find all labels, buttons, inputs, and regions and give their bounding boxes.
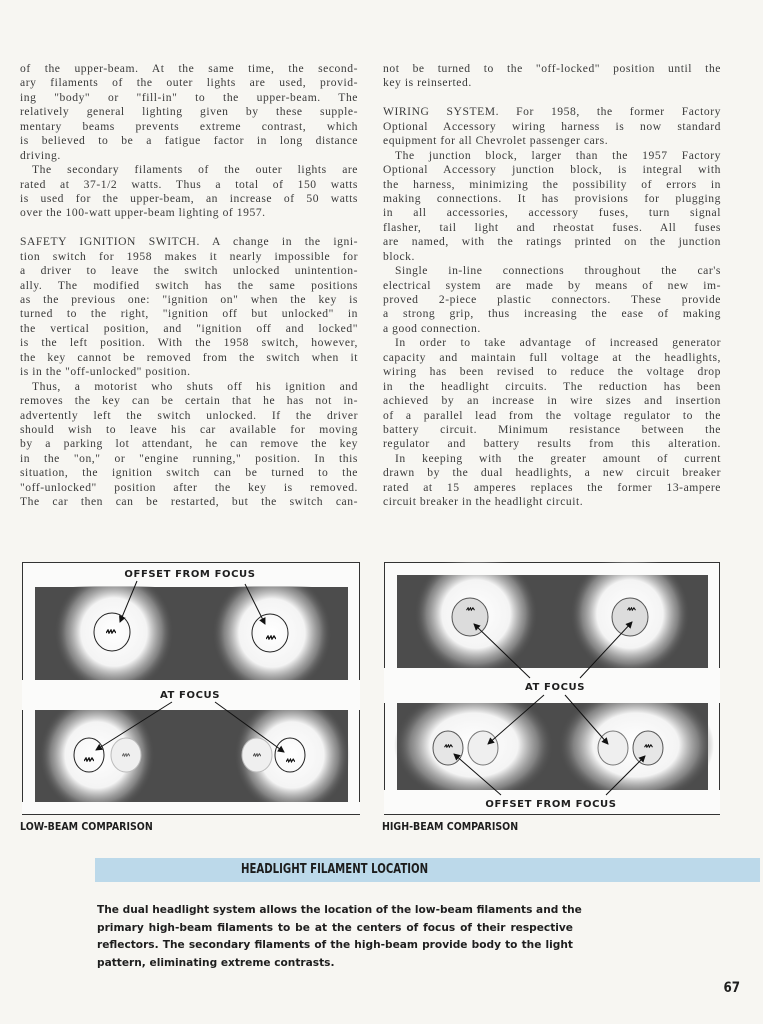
text-line: removes the key can be certain that he has not in-	[20, 394, 358, 408]
text-line: is in the "off-unlocked" position.	[20, 365, 191, 379]
paragraph	[383, 264, 721, 336]
section-title: HEADLIGHT FILAMENT LOCATION	[241, 862, 429, 877]
text-line: of a parallel lead from the voltage regulator to the	[383, 408, 721, 422]
at-focus-label: AT FOCUS	[159, 690, 221, 701]
text-line: electrical system are made by means of new im-	[383, 278, 721, 292]
text-line: block.	[383, 249, 415, 263]
text-line: battery circuit. Minimum resistance between the	[383, 422, 721, 436]
text-line: achieved by an increase in wire sizes and insertion	[383, 394, 721, 408]
paragraph	[383, 62, 721, 91]
low-beam-figure	[22, 562, 360, 815]
high-beam-figure	[384, 562, 720, 815]
text-line: tion switch for 1958 makes it nearly impossible for	[20, 249, 358, 263]
text-line: Single in-line connections throughout the car's	[395, 264, 721, 278]
text-line: Optional Accessory wiring harness is now standard	[383, 119, 721, 133]
paragraph	[383, 336, 721, 452]
text-line: regulator and battery results from this alteration.	[383, 437, 721, 451]
paragraph	[383, 149, 721, 265]
text-line: Optional Accessory junction block, is integral with	[383, 163, 721, 177]
text-line: the vertical position, and "ignition off and locked"	[20, 321, 358, 335]
paragraph	[20, 163, 358, 221]
text-line: The car then can be restarted, but the switch can-	[20, 495, 358, 509]
text-line: is believed to be a fatigue factor in long distance	[20, 134, 358, 148]
text-line: in the "on," or "engine running," position. In this	[20, 451, 358, 465]
at-focus-label: AT FOCUS	[524, 682, 586, 693]
text-line: relatively general lighting given by these supple-	[20, 105, 358, 119]
text-line: WIRING SYSTEM. For 1958, the former Factory	[383, 105, 721, 119]
caption-line: reflectors. The secondary filaments of the high-beam provide body to the light	[97, 939, 573, 951]
text-line: The junction block, larger than the 1957 Factory	[395, 148, 721, 162]
text-line: the key cannot be removed from the switch when it	[20, 350, 358, 364]
page-number: 67	[723, 980, 741, 996]
paragraph	[20, 380, 358, 510]
text-line: in all accessories, accessory fuses, turn signal	[383, 206, 721, 220]
text-line: over the 100-watt upper-beam lighting of 1957.	[20, 206, 266, 220]
text-line: drawn by the dual headlights, a new circuit breaker	[383, 466, 721, 480]
low-beam-caption: LOW-BEAM COMPARISON	[20, 820, 153, 833]
text-line: situation, the ignition switch can be turned to the	[20, 466, 358, 480]
text-line: of the upper-beam. At the same time, the second-	[20, 62, 358, 75]
text-line: mentary beams prevents extreme contrast, which	[20, 119, 358, 133]
section-banner	[95, 858, 760, 882]
text-line: advertently left the switch unlocked. If the driver	[20, 408, 358, 422]
paragraph	[383, 452, 721, 510]
text-line: not be turned to the "off-locked" position until the	[383, 62, 721, 75]
text-line: "off-unlocked" position after the key is removed.	[20, 480, 358, 494]
text-line: In order to take advantage of increased generator	[395, 336, 721, 350]
high-beam-caption: HIGH-BEAM COMPARISON	[382, 820, 519, 833]
text-line: wiring has been revised to reduce the voltage drop	[383, 365, 721, 379]
text-line: key is reinserted.	[383, 76, 472, 90]
text-line: should wish to leave his car available for moving	[20, 422, 358, 436]
text-line: The secondary filaments of the outer lights are	[32, 163, 358, 177]
left-text-column	[20, 62, 358, 510]
text-line: equipment for all Chevrolet passenger cars.	[383, 134, 609, 148]
paragraph	[383, 105, 721, 148]
text-line: ary filaments of the outer lights are used, provid-	[20, 76, 358, 90]
text-line: flasher, tail light and rheostat fuses. All fuses	[383, 220, 721, 234]
text-line: rated at 15 amperes replaces the former 13-ampere	[383, 480, 721, 494]
offset-from-focus-label: OFFSET FROM FOCUS	[124, 569, 256, 580]
text-line: capacity and maintain full voltage at the headlights,	[383, 350, 721, 364]
caption-line: primary high-beam filaments to be at the centers of focus of their respective	[97, 921, 573, 934]
text-line: is the left position. With the 1958 switch, however,	[20, 336, 358, 350]
text-line: in the headlight circuits. The reduction has been	[383, 379, 721, 393]
text-line: Thus, a motorist who shuts off his ignition and	[32, 379, 358, 393]
text-line: rated at 37-1/2 watts. Thus a total of 150 watts	[20, 177, 358, 191]
text-line: a driver to leave the switch unlocked unintention-	[20, 264, 358, 278]
text-line: ally. The modified switch has the same positions	[20, 278, 358, 292]
paragraph	[20, 62, 358, 163]
text-line: making connections. It has provisions for plugging	[383, 191, 721, 205]
text-line: are named, with the ratings printed on the junction	[383, 235, 721, 249]
text-line: turned to the right, "ignition off but unlocked" in	[20, 307, 358, 321]
figure-description	[97, 902, 582, 972]
text-line: ing "body" or "fill-in" to the upper-beam. The	[20, 90, 358, 104]
text-line: circuit breaker in the headlight circuit.	[383, 495, 584, 509]
text-line: a strong grip, thus increasing the ease of making	[383, 307, 721, 321]
text-line: SAFETY IGNITION SWITCH. A change in the igni-	[20, 235, 358, 249]
text-line: proved 2-piece plastic connectors. These provide	[383, 293, 721, 306]
right-text-column	[383, 62, 721, 510]
text-line: a good connection.	[383, 321, 481, 335]
text-line: by a parking lot attendant, he can remove the key	[20, 437, 358, 451]
text-line: the harness, minimizing the possibility of errors in	[383, 177, 721, 191]
offset-from-focus-label: OFFSET FROM FOCUS	[485, 799, 617, 810]
text-line: In keeping with the greater amount of current	[395, 451, 721, 465]
caption-line: The dual headlight system allows the location of the low-beam filaments and the	[97, 904, 582, 916]
text-line: as the previous one: "ignition on" when the key is	[20, 293, 358, 306]
paragraph	[20, 235, 358, 379]
text-line: is used for the upper-beam, an increase of 50 watts	[20, 191, 358, 205]
caption-line: pattern, eliminating extreme contrasts.	[97, 956, 335, 969]
text-line: driving.	[20, 148, 61, 162]
